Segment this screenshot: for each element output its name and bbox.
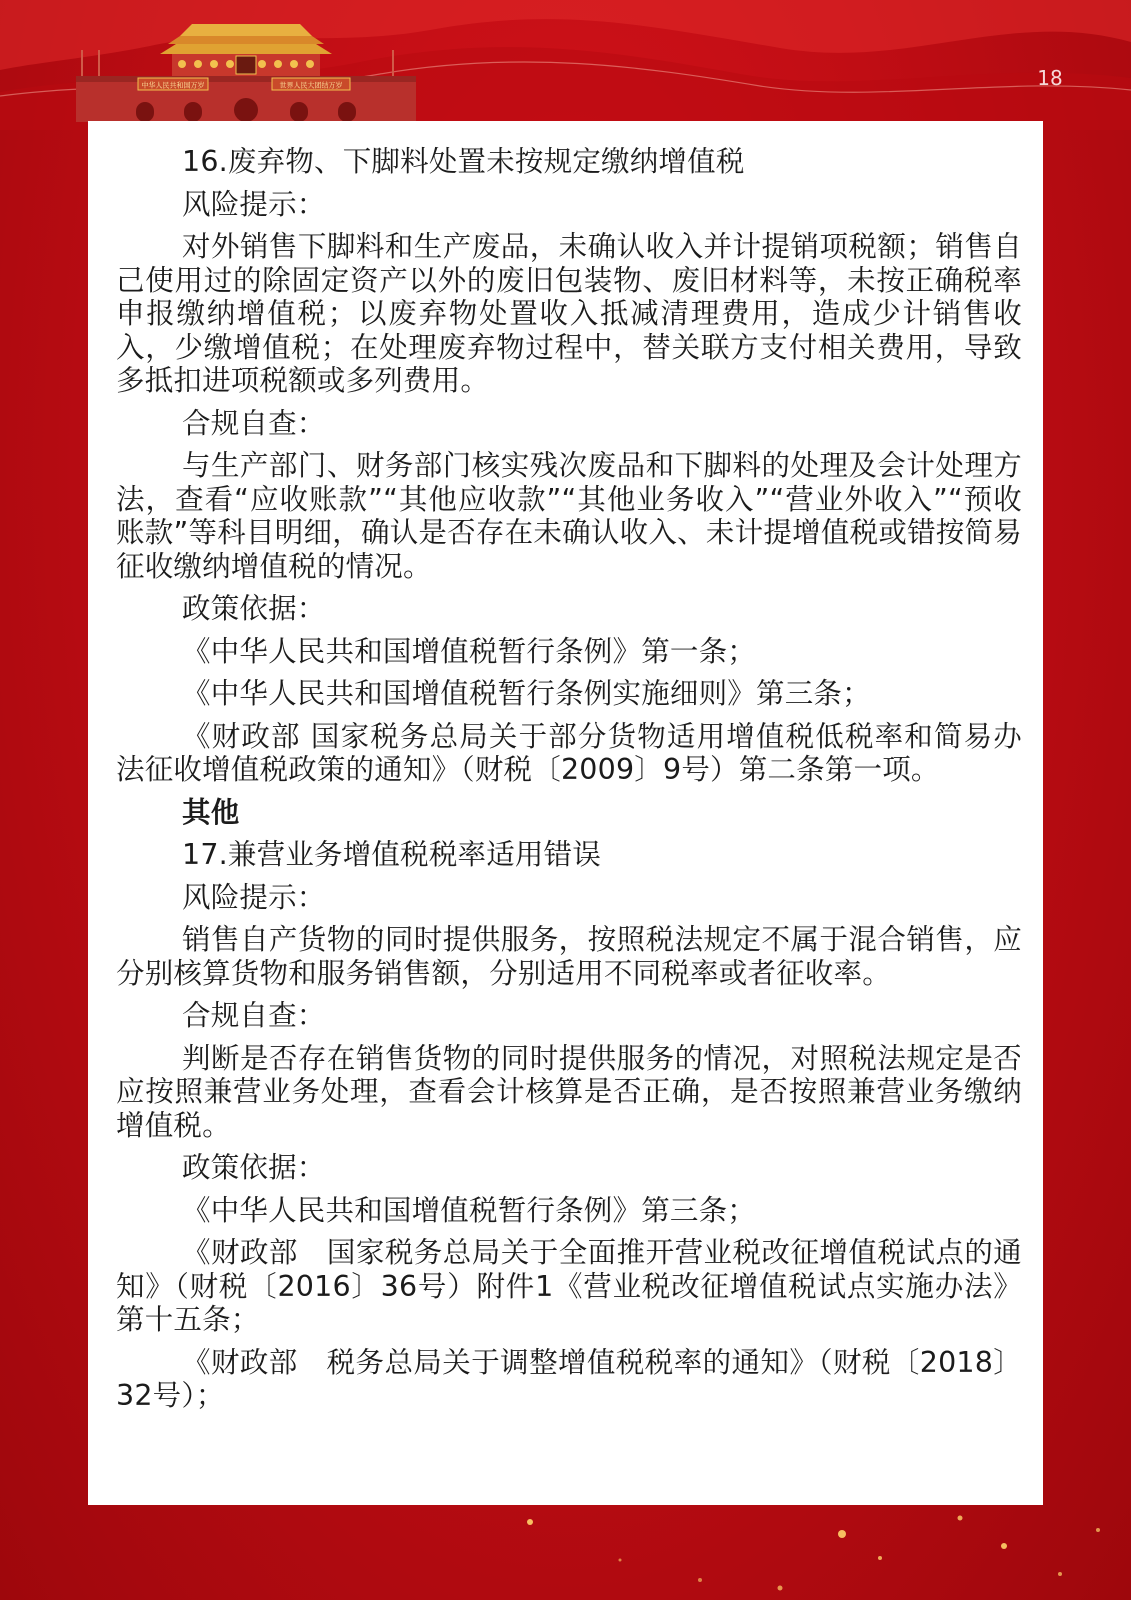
self-check-text: 判断是否存在销售货物的同时提供服务的情况，对照税法规定是否应按照兼营业务处理，查看会计核算是否正确，是否按照兼营业务缴纳增值税。 <box>116 1041 1022 1142</box>
self-check-label: 合规自查： <box>182 999 326 1032</box>
risk-label: 风险提示： <box>182 187 326 221</box>
self-check-text: 与生产部门、财务部门核实残次废品和下脚料的处理及会计处理方法，查看“应收账款”“其他应收款”“其他业务收入”“营业外收入”“预收账款”等科目明细，确认是否存在未确认收入、未计提增值税或错按简易征收缴纳增值税的情况。 <box>116 449 1022 583</box>
category-heading: 其他 <box>182 795 240 829</box>
gate-banner-right: 世界人民大团结万岁 <box>279 81 343 90</box>
policy-label: 政策依据： <box>182 592 326 625</box>
risk-text: 销售自产货物的同时提供服务，按照税法规定不属于混合销售，应分别核算货物和服务销售额，分别适用不同税率或者征收率。 <box>116 923 1022 990</box>
section-17-heading: 17.兼营业务增值税税率适用错误 <box>182 838 602 871</box>
gate-banner-left: 中华人民共和国万岁 <box>141 81 205 90</box>
policy-item: 《财政部 国家税务总局关于全面推开营业税改征增值税试点的通知》（财税〔2016〕36号）附件1《营业税改征增值税试点实施办法》第十五条； <box>116 1236 1022 1336</box>
policy-label: 政策依据： <box>182 1151 326 1184</box>
section-16-heading: 16.废弃物、下脚料处置未按规定缴纳增值税 <box>182 145 745 178</box>
page-number: 18 <box>1037 66 1063 90</box>
tiananmen-gate-illustration <box>76 18 416 122</box>
policy-item: 《财政部 国家税务总局关于部分货物适用增值税低税率和简易办法征收增值税政策的通知》（财税〔2009〕9号）第二条第一项。 <box>116 719 1022 786</box>
document-page <box>88 121 1043 1505</box>
self-check-label: 合规自查： <box>182 406 326 440</box>
risk-label: 风险提示： <box>182 880 326 914</box>
policy-item: 《中华人民共和国增值税暂行条例实施细则》第三条； <box>182 677 871 710</box>
policy-item: 《中华人民共和国增值税暂行条例》第三条； <box>182 1193 757 1227</box>
risk-text: 对外销售下脚料和生产废品，未确认收入并计提销项税额；销售自己使用过的除固定资产以外的废旧包装物、废旧材料等，未按正确税率申报缴纳增值税；以废弃物处置收入抵减清理费用，造成少计销售收入，少缴增值税；在处理废弃物过程中，替关联方支付相关费用，导致多抵扣进项税额或多列费用。 <box>116 230 1022 397</box>
gold-sparkle-decoration <box>0 1500 1131 1600</box>
policy-item: 《中华人民共和国增值税暂行条例》第一条； <box>182 634 757 668</box>
policy-item: 《财政部 税务总局关于调整增值税税率的通知》（财税〔2018〕32号）； <box>116 1345 1022 1412</box>
